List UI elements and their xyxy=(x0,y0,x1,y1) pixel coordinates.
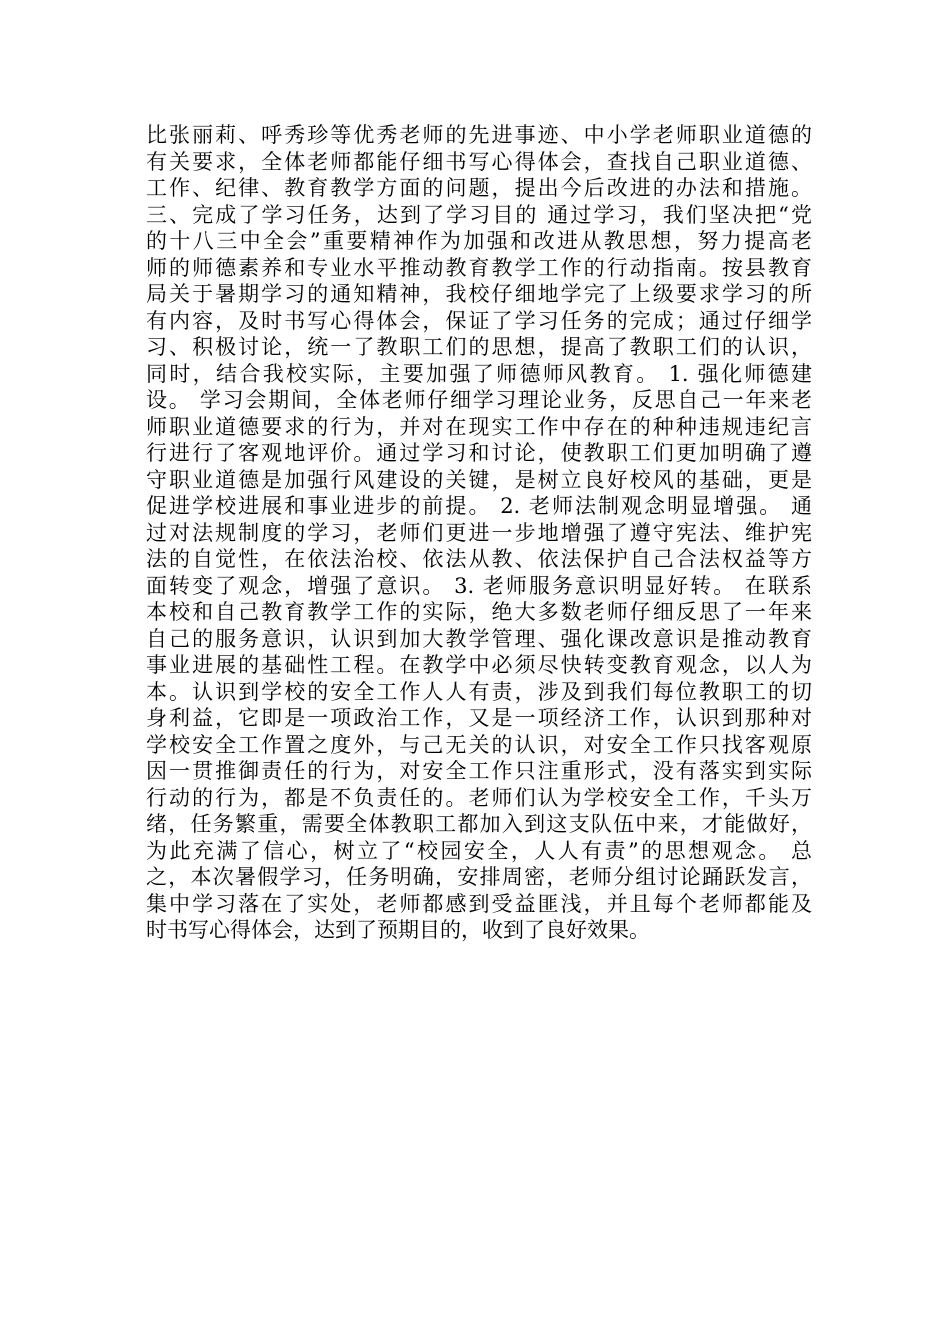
text-line: 过对法规制度的学习，老师们更进一步地增强了遵守宪法、维护宪 xyxy=(146,520,812,545)
text-line: 学校安全工作置之度外，与己无关的认识，对安全工作只找客观原 xyxy=(146,732,812,757)
text-line: 有内容，及时书写心得体会，保证了学习任务的完成；通过仔细学 xyxy=(146,308,812,333)
text-line: 面转变了观念，增强了意识。 3. 老师服务意识明显好转。 在联系 xyxy=(146,573,812,598)
text-line: 法的自觉性，在依法治校、依法从教、依法保护自己合法权益等方 xyxy=(146,547,812,571)
text-line: 三、完成了学习任务，达到了学习目的 通过学习，我们坚决把“党 xyxy=(146,202,812,227)
text-line: 本。认识到学校的安全工作人人有责，涉及到我们每位教职工的切 xyxy=(146,679,812,704)
text-line: 之，本次暑假学习，任务明确，安排周密，老师分组讨论踊跃发言， xyxy=(146,865,812,889)
text-line: 身利益，它即是一项政治工作，又是一项经济工作，认识到那种对 xyxy=(146,706,812,730)
text-line: 自己的服务意识，认识到加大教学管理、强化课改意识是推动教育 xyxy=(146,626,812,651)
body-text xyxy=(146,122,812,944)
text-line: 习、积极讨论，统一了教职工们的思想，提高了教职工们的认识， xyxy=(146,335,812,359)
text-line: 时书写心得体会，达到了预期目的，收到了良好效果。 xyxy=(146,918,650,942)
text-line: 行动的行为，都是不负责任的。老师们认为学校安全工作，千头万 xyxy=(146,785,812,810)
text-line: 同时，结合我校实际，主要加强了师德师风教育。 1. 强化师德建 xyxy=(146,361,812,386)
text-line: 局关于暑期学习的通知精神，我校仔细地学完了上级要求学习的所 xyxy=(146,282,812,306)
text-line: 事业进展的基础性工程。在教学中必须尽快转变教育观念，以人为 xyxy=(146,653,812,677)
text-line: 集中学习落在了实处，老师都感到受益匪浅，并且每个老师都能及 xyxy=(146,891,812,916)
text-line: 为此充满了信心，树立了“校园安全，人人有责”的思想观念。 总 xyxy=(146,838,812,863)
text-line: 师职业道德要求的行为，并对在现实工作中存在的种种违规违纪言 xyxy=(146,414,812,439)
text-line: 工作、纪律、教育教学方面的问题，提出今后改进的办法和措施。 xyxy=(146,176,812,200)
text-line: 绪，任务繁重，需要全体教职工都加入到这支队伍中来，才能做好， xyxy=(146,812,812,836)
text-line: 行进行了客观地评价。通过学习和讨论，使教职工们更加明确了遵 xyxy=(146,441,812,465)
text-line: 促进学校进展和事业进步的前提。 2. 老师法制观念明显增强。 通 xyxy=(146,494,812,518)
text-line: 比张丽莉、呼秀珍等优秀老师的先进事迹、中小学老师职业道德的 xyxy=(146,123,812,147)
text-line: 有关要求，全体老师都能仔细书写心得体会，查找自己职业道德、 xyxy=(146,149,812,174)
text-line: 因一贯推御责任的行为，对安全工作只注重形式，没有落实到实际 xyxy=(146,759,812,783)
text-line: 守职业道德是加强行风建设的关键，是树立良好校风的基础，更是 xyxy=(146,467,812,492)
text-line: 设。 学习会期间，全体老师仔细学习理论业务，反思自己一年来老 xyxy=(146,388,812,412)
text-line: 的十八三中全会”重要精神作为加强和改进从教思想，努力提高老 xyxy=(146,229,812,253)
text-line: 师的师德素养和专业水平推动教育教学工作的行动指南。按县教育 xyxy=(146,255,812,280)
text-line: 本校和自己教育教学工作的实际，绝大多数老师仔细反思了一年来 xyxy=(146,600,812,624)
